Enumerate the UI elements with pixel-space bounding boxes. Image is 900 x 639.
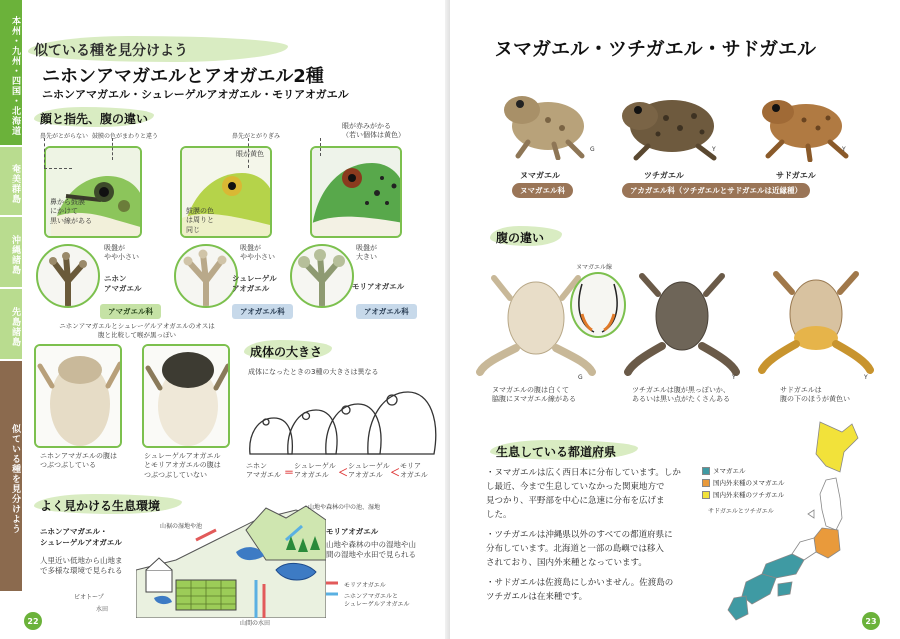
toe-note-mori: 吸盤が 大きい [356, 244, 377, 262]
guide-line [112, 138, 113, 160]
note-eardrum-same: 鼓膜の色 は周りと 同じ [186, 207, 214, 234]
toe-name-nihon: ニホン アマガエル [104, 274, 142, 294]
dist-paragraph-sado: ・サドガエルは佐渡島にしかいません。佐渡島の ツチガエルは在来種です。 [486, 578, 674, 603]
page-subtitle: ニホンアマガエル・シュレーゲルアオガエル・モリアオガエル [42, 88, 349, 101]
habitat-left-text: 人里近い低地から山地ま で多様な環境で見られる [40, 556, 123, 576]
family-label-nihon: アマガエル科 [100, 304, 161, 319]
toe-name-schlegel: シュレーゲル アオガエル [232, 274, 277, 294]
belly-section-heading: 腹の違い [496, 231, 545, 245]
size-label-nihon: ニホン アマガエル [246, 462, 281, 480]
family-label-aka: アカガエル科（ツチガエルとサドガエルは近縁種） [622, 183, 810, 198]
numa-line-illustration [572, 274, 624, 336]
page-title-right: ヌマガエル・ツチガエル・サドガエル [494, 38, 817, 60]
credit-sadogaeru: Y [842, 146, 846, 153]
toe-circle-schlegel [174, 244, 238, 308]
note-eardrum: 鼓膜の色がまわりと違う [92, 133, 159, 140]
species-name-tsuchigaeru: ツチガエル [644, 171, 684, 180]
belly-note-top: ニホンアマガエルとシュレーゲルアオガエルのオスは 腹と比較して喉が黒っぽい [59, 322, 215, 339]
size-less-sign-2: ＜ [390, 468, 400, 479]
habitat-section-heading: よく見かける生息環境 [40, 499, 161, 513]
habitat-map-illustration [136, 500, 326, 618]
dist-section-heading: 生息している都道府県 [496, 445, 617, 459]
map-label-mountain-paddy: 山間の水田 [240, 620, 271, 627]
note-iris: 眼が赤みがかる （若い個体は黄色） [342, 122, 405, 140]
japan-distribution-map [722, 418, 900, 628]
tab-identify[interactable]: 似ている種を見分けよう [0, 361, 22, 591]
frog-face-illustration [312, 148, 402, 238]
tab-amami[interactable]: 奄美群島 [0, 147, 22, 215]
map-label-forest: 山地や森林の中の池、湿地 [308, 504, 381, 511]
species-name-numagaeru: ヌマガエル [520, 171, 560, 180]
legend-label: ヌマガエル [713, 467, 746, 475]
toe-note-nihon: 吸盤が やや小さい [104, 244, 139, 262]
right-page [450, 0, 900, 639]
credit-tsuchigaeru: Y [712, 146, 716, 153]
toe-name-mori: モリアオガエル [352, 282, 405, 291]
size-label-mori: モリア オガエル [400, 462, 428, 480]
habitat-left-title: ニホンアマガエル・ シュレーゲルアオガエル [40, 527, 122, 548]
frog-belly-illustration [36, 346, 122, 448]
toe-note-schlegel: 吸盤が やや小さい [240, 244, 275, 262]
numa-line-label: ヌマガエル線 [576, 264, 613, 271]
map-label-biotope: ビオトープ [74, 594, 104, 601]
species-name-sadogaeru: サドガエル [776, 171, 816, 180]
dist-paragraph-tsuchi: ・ツチガエルは沖縄県以外のすべての都道府県に 分布しています。北海道と一部の島嶼では移入 されており、国内外来種となっています。 [486, 530, 673, 569]
family-label-schlegel: アオガエル科 [232, 304, 293, 319]
size-comparison-illustration [244, 384, 440, 460]
guide-line [44, 168, 72, 169]
habitat-right-text: 山地や森林の中の湿地や山 間の湿地や水田で見られる [326, 540, 416, 560]
map-label-valley: 山裾の湿地や池 [160, 523, 203, 530]
legend-swatch [702, 491, 710, 499]
size-less-sign-1: ＜ [338, 468, 348, 479]
arrow-legend-icon [324, 578, 342, 602]
guide-line [320, 138, 321, 156]
size-label-schlegel-2: シュレーゲル アオガエル [348, 462, 390, 480]
family-label-mori: アオガエル科 [356, 304, 417, 319]
belly-credit-sado: Y [864, 374, 868, 381]
belly-caption-schlegel: シュレーゲルアオガエル とモリアオガエルの腹は つぶつぶしていない [144, 452, 221, 479]
belly-credit-tsuchi: Y [732, 374, 736, 381]
note-nose-blunt: 鼻先がとがらない [40, 133, 89, 140]
page-title: ニホンアマガエルとアオガエル2種 [42, 66, 324, 87]
belly-photo-nihon [34, 344, 122, 448]
belly-credit-numa: G [578, 374, 583, 381]
size-section-heading: 成体の大きさ [250, 345, 323, 359]
toe-circle-nihon [36, 244, 100, 308]
size-label-schlegel-1: シュレーゲル アオガエル [294, 462, 336, 480]
photo-numagaeru [498, 80, 594, 160]
guide-line [44, 138, 45, 168]
page-number-right: 23 [862, 612, 880, 630]
page-number-left: 22 [24, 612, 42, 630]
size-equal-sign: ＝ [284, 468, 294, 479]
toe-illustration [38, 246, 98, 306]
legend-swatch [702, 479, 710, 487]
numa-line-closeup [570, 272, 626, 338]
belly-caption-sado: サドガエルは 腹の下のほうが黄色い [780, 386, 850, 404]
belly-caption-nihon: ニホンアマガエルの腹は つぶつぶしている [40, 452, 117, 470]
map-legend-mori: モリアオガエル [344, 582, 386, 589]
sado-label: サドガエルとツチガエル [708, 508, 774, 515]
legend-swatch [702, 467, 710, 475]
kicker-heading: 似ている種を見分けよう [34, 43, 188, 59]
face-section-heading: 顔と指先、腹の違い [40, 112, 149, 126]
note-eye-yellow: 眼が黄色 [236, 150, 264, 158]
family-label-numa: ヌマガエル科 [512, 183, 573, 198]
tab-honshu[interactable]: 本州・九州・四国・北海道 [0, 0, 22, 145]
legend-label: 国内外来種のツチガエル [713, 491, 785, 499]
frog-belly-illustration [144, 346, 230, 448]
habitat-right-title: モリアオガエル [326, 527, 379, 536]
credit-numagaeru: G [590, 146, 595, 153]
face-photo-mori [310, 146, 402, 238]
side-tabs [0, 0, 22, 639]
belly-caption-tsuchi: ツチガエルは腹が黒っぽいか、 あるいは黒い点がたくさんある [632, 386, 730, 404]
belly-illustration-tsuchi [622, 266, 742, 378]
legend-label: 国内外来種のヌマガエル [713, 479, 785, 487]
note-stripe: 鼻から鼓膜 にかけて 黒い線がある [50, 198, 92, 225]
map-label-paddy: 水田 [96, 606, 109, 613]
toe-illustration [176, 246, 236, 306]
belly-caption-numa: ヌマガエルの腹は白くて 脇腹にヌマガエル線がある [492, 386, 576, 404]
guide-line [248, 138, 249, 168]
photo-sadogaeru [752, 86, 852, 162]
photo-tsuchigaeru [618, 86, 722, 162]
tab-sakishima[interactable]: 先島諸島 [0, 289, 22, 359]
dist-paragraph-numa: ・ヌマガエルは広く西日本に分布しています。しか し最近、今まで生息していなかった関東地方で 見つかり、平野部を中心に急速に分布を広げま した。 [486, 468, 681, 521]
size-note: 成体になったときの3種の大きさは異なる [248, 368, 379, 376]
tab-okinawa[interactable]: 沖縄諸島 [0, 217, 22, 287]
map-legend-other: ニホンアマガエルと シュレーゲルアオガエル [344, 593, 410, 609]
note-nose-sharp: 鼻先がとがりぎみ [232, 133, 281, 140]
belly-illustration-sado [756, 266, 876, 378]
belly-photo-schlegel [142, 344, 230, 448]
